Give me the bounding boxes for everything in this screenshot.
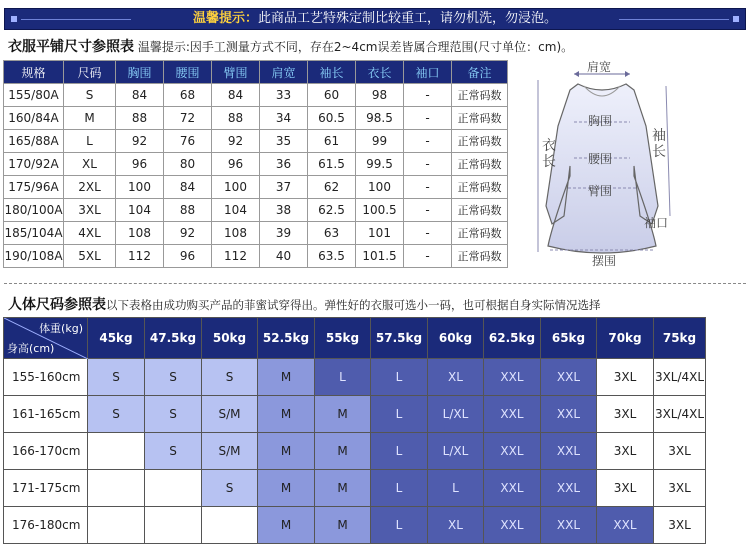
garment-cell: -: [404, 84, 452, 107]
garment-cell: 40: [260, 245, 308, 268]
table-row: [4, 84, 508, 107]
garment-header-cell: 袖长: [308, 61, 356, 84]
garment-cell: 160/84A: [4, 107, 64, 130]
size-cell: M: [315, 470, 371, 507]
garment-header-cell: 胸围: [116, 61, 164, 84]
garment-cell: L: [64, 130, 116, 153]
garment-cell: -: [404, 176, 452, 199]
garment-cell: -: [404, 199, 452, 222]
notice-label: 温馨提示：: [192, 11, 258, 26]
garment-cell: 正常码数: [452, 176, 508, 199]
weight-header-cell: 47.5kg: [145, 318, 202, 359]
garment-cell: XL: [64, 153, 116, 176]
garment-cell: 4XL: [64, 222, 116, 245]
label-sleeve-length: 袖长: [652, 128, 666, 160]
label-arm: 臂围: [588, 184, 613, 198]
table-row: [4, 507, 706, 544]
garment-cell: 180/100A: [4, 199, 64, 222]
height-cell: 166-170cm: [4, 433, 88, 470]
garment-cell: 104: [212, 199, 260, 222]
size-cell: S/M: [202, 433, 258, 470]
garment-cell: 98.5: [356, 107, 404, 130]
size-cell: 3XL/4XL: [654, 359, 706, 396]
garment-cell: 62: [308, 176, 356, 199]
garment-cell: 99: [356, 130, 404, 153]
garment-cell: 101.5: [356, 245, 404, 268]
garment-cell: 92: [164, 222, 212, 245]
size-cell: M: [315, 433, 371, 470]
size-cell: S: [145, 396, 202, 433]
table-row: [4, 245, 508, 268]
size-cell: M: [258, 359, 315, 396]
size-cell: M: [315, 396, 371, 433]
size-cell: XXL: [541, 396, 597, 433]
label-waist: 腰围: [588, 152, 613, 166]
garment-cell: 104: [116, 199, 164, 222]
size-cell: S/M: [202, 396, 258, 433]
garment-cell: -: [404, 222, 452, 245]
weight-header-cell: 62.5kg: [484, 318, 541, 359]
size-cell: [202, 507, 258, 544]
garment-title: 衣服平铺尺寸参照表: [8, 39, 134, 55]
garment-cell: 正常码数: [452, 107, 508, 130]
table-row: [4, 470, 706, 507]
garment-header-cell: 备注: [452, 61, 508, 84]
table-row: [4, 107, 508, 130]
size-cell: XXL: [484, 396, 541, 433]
garment-cell: 正常码数: [452, 84, 508, 107]
garment-cell: 2XL: [64, 176, 116, 199]
notice-text: 此商品工艺特殊定制比较重工，请勿机洗，勿浸泡。: [258, 11, 558, 26]
garment-cell: 96: [116, 153, 164, 176]
weight-header-cell: 65kg: [541, 318, 597, 359]
garment-cell: 37: [260, 176, 308, 199]
size-cell: [145, 507, 202, 544]
height-cell: 176-180cm: [4, 507, 88, 544]
garment-cell: 61: [308, 130, 356, 153]
table-row: [4, 199, 508, 222]
garment-cell: 88: [212, 107, 260, 130]
garment-section-title: [8, 36, 573, 56]
weight-header-cell: 45kg: [88, 318, 145, 359]
garment-cell: S: [64, 84, 116, 107]
size-cell: XL: [428, 507, 484, 544]
size-cell: M: [258, 470, 315, 507]
label-chest: 胸围: [588, 114, 613, 128]
size-cell: 3XL: [597, 433, 654, 470]
garment-cell: 190/108A: [4, 245, 64, 268]
size-cell: L: [371, 470, 428, 507]
garment-header-cell: 尺码: [64, 61, 116, 84]
size-cell: S: [145, 359, 202, 396]
garment-cell: 3XL: [64, 199, 116, 222]
garment-cell: 108: [212, 222, 260, 245]
garment-cell: 100.5: [356, 199, 404, 222]
body-header-row: [4, 318, 706, 359]
size-cell: [88, 507, 145, 544]
garment-diagram: [522, 56, 682, 268]
garment-cell: 88: [116, 107, 164, 130]
size-cell: L: [315, 359, 371, 396]
garment-cell: 170/92A: [4, 153, 64, 176]
corner-height: 身高(cm): [7, 342, 55, 355]
weight-header-cell: 60kg: [428, 318, 484, 359]
garment-cell: -: [404, 130, 452, 153]
size-cell: M: [315, 507, 371, 544]
garment-header-cell: 腰围: [164, 61, 212, 84]
size-cell: M: [258, 433, 315, 470]
size-cell: L: [371, 507, 428, 544]
size-cell: 3XL: [597, 396, 654, 433]
garment-cell: 84: [164, 176, 212, 199]
size-cell: S: [202, 470, 258, 507]
size-cell: [88, 470, 145, 507]
weight-header-cell: 70kg: [597, 318, 654, 359]
garment-cell: 34: [260, 107, 308, 130]
garment-cell: 正常码数: [452, 245, 508, 268]
garment-cell: 60: [308, 84, 356, 107]
garment-cell: 72: [164, 107, 212, 130]
size-cell: L/XL: [428, 433, 484, 470]
garment-cell: 60.5: [308, 107, 356, 130]
garment-cell: 100: [116, 176, 164, 199]
size-cell: [145, 470, 202, 507]
garment-header-cell: 袖口: [404, 61, 452, 84]
garment-note: 温馨提示:因手工测量方式不同，存在2~4cm误差皆属合理范围(尺寸单位：cm)。: [137, 40, 574, 54]
garment-cell: 正常码数: [452, 153, 508, 176]
garment-cell: 84: [212, 84, 260, 107]
garment-cell: 96: [212, 153, 260, 176]
size-cell: 3XL: [597, 359, 654, 396]
garment-cell: 165/88A: [4, 130, 64, 153]
table-row: [4, 433, 706, 470]
label-hem: 摆围: [592, 254, 617, 268]
size-cell: L: [428, 470, 484, 507]
notice-banner: [4, 8, 746, 30]
garment-cell: 62.5: [308, 199, 356, 222]
decor-line: [21, 19, 131, 20]
body-size-table: [3, 317, 706, 544]
garment-cell: 33: [260, 84, 308, 107]
size-cell: XXL: [597, 507, 654, 544]
garment-cell: 175/96A: [4, 176, 64, 199]
label-shoulder: 肩宽: [587, 60, 612, 74]
garment-cell: 61.5: [308, 153, 356, 176]
weight-header-cell: 52.5kg: [258, 318, 315, 359]
garment-cell: 99.5: [356, 153, 404, 176]
size-cell: [88, 433, 145, 470]
garment-cell: 88: [164, 199, 212, 222]
size-cell: S: [145, 433, 202, 470]
decor-square-icon: [733, 16, 739, 22]
garment-header-cell: 臂围: [212, 61, 260, 84]
size-cell: XL: [428, 359, 484, 396]
table-row: [4, 153, 508, 176]
height-cell: 155-160cm: [4, 359, 88, 396]
garment-cell: 101: [356, 222, 404, 245]
size-cell: 3XL/4XL: [654, 396, 706, 433]
table-row: [4, 359, 706, 396]
corner-weight: 体重(kg): [39, 322, 83, 335]
garment-cell: -: [404, 107, 452, 130]
size-cell: 3XL: [654, 433, 706, 470]
garment-header-cell: 衣长: [356, 61, 404, 84]
garment-cell: 正常码数: [452, 130, 508, 153]
table-row: [4, 130, 508, 153]
garment-cell: -: [404, 153, 452, 176]
table-row: [4, 396, 706, 433]
size-cell: XXL: [541, 507, 597, 544]
garment-cell: 63: [308, 222, 356, 245]
weight-header-cell: 75kg: [654, 318, 706, 359]
size-cell: L: [371, 433, 428, 470]
size-cell: XXL: [541, 470, 597, 507]
size-cell: 3XL: [597, 470, 654, 507]
garment-cell: 100: [212, 176, 260, 199]
label-body-length: 衣长: [542, 138, 556, 170]
label-cuff: 袖口: [644, 216, 669, 230]
garment-cell: 96: [164, 245, 212, 268]
size-cell: XXL: [541, 359, 597, 396]
garment-cell: 38: [260, 199, 308, 222]
weight-header-cell: 50kg: [202, 318, 258, 359]
garment-header-row: [4, 61, 508, 84]
body-note: 以下表格由成功购买产品的菲蜜试穿得出。弹性好的衣服可选小一码，也可根据自身实际情况选择: [106, 298, 601, 312]
garment-cell: 98: [356, 84, 404, 107]
decor-square-icon: [11, 16, 17, 22]
size-cell: XXL: [484, 359, 541, 396]
weight-header-cell: 55kg: [315, 318, 371, 359]
garment-cell: 100: [356, 176, 404, 199]
size-cell: L: [371, 396, 428, 433]
size-cell: XXL: [541, 433, 597, 470]
garment-cell: 92: [116, 130, 164, 153]
garment-cell: M: [64, 107, 116, 130]
garment-cell: 39: [260, 222, 308, 245]
garment-cell: 92: [212, 130, 260, 153]
garment-cell: 112: [212, 245, 260, 268]
size-cell: XXL: [484, 507, 541, 544]
size-cell: L/XL: [428, 396, 484, 433]
size-cell: XXL: [484, 433, 541, 470]
garment-header-cell: 规格: [4, 61, 64, 84]
garment-cell: 36: [260, 153, 308, 176]
weight-header-cell: 57.5kg: [371, 318, 428, 359]
body-title: 人体尺码参照表: [8, 297, 106, 313]
height-cell: 171-175cm: [4, 470, 88, 507]
size-cell: S: [88, 396, 145, 433]
garment-cell: 185/104A: [4, 222, 64, 245]
body-section-title: [8, 294, 601, 314]
garment-cell: 68: [164, 84, 212, 107]
garment-cell: 76: [164, 130, 212, 153]
size-cell: M: [258, 396, 315, 433]
size-cell: XXL: [484, 470, 541, 507]
garment-cell: 84: [116, 84, 164, 107]
garment-cell: 5XL: [64, 245, 116, 268]
garment-cell: 正常码数: [452, 199, 508, 222]
garment-cell: 80: [164, 153, 212, 176]
garment-cell: 112: [116, 245, 164, 268]
garment-cell: -: [404, 245, 452, 268]
decor-line: [619, 19, 729, 20]
garment-cell: 63.5: [308, 245, 356, 268]
section-divider: [4, 283, 746, 284]
height-cell: 161-165cm: [4, 396, 88, 433]
table-corner: [4, 318, 88, 359]
size-cell: S: [88, 359, 145, 396]
garment-cell: 108: [116, 222, 164, 245]
garment-size-table: [3, 60, 508, 268]
size-cell: 3XL: [654, 470, 706, 507]
size-cell: L: [371, 359, 428, 396]
size-cell: S: [202, 359, 258, 396]
table-row: [4, 222, 508, 245]
garment-header-cell: 肩宽: [260, 61, 308, 84]
garment-cell: 35: [260, 130, 308, 153]
size-cell: M: [258, 507, 315, 544]
garment-cell: 155/80A: [4, 84, 64, 107]
garment-cell: 正常码数: [452, 222, 508, 245]
table-row: [4, 176, 508, 199]
size-cell: 3XL: [654, 507, 706, 544]
